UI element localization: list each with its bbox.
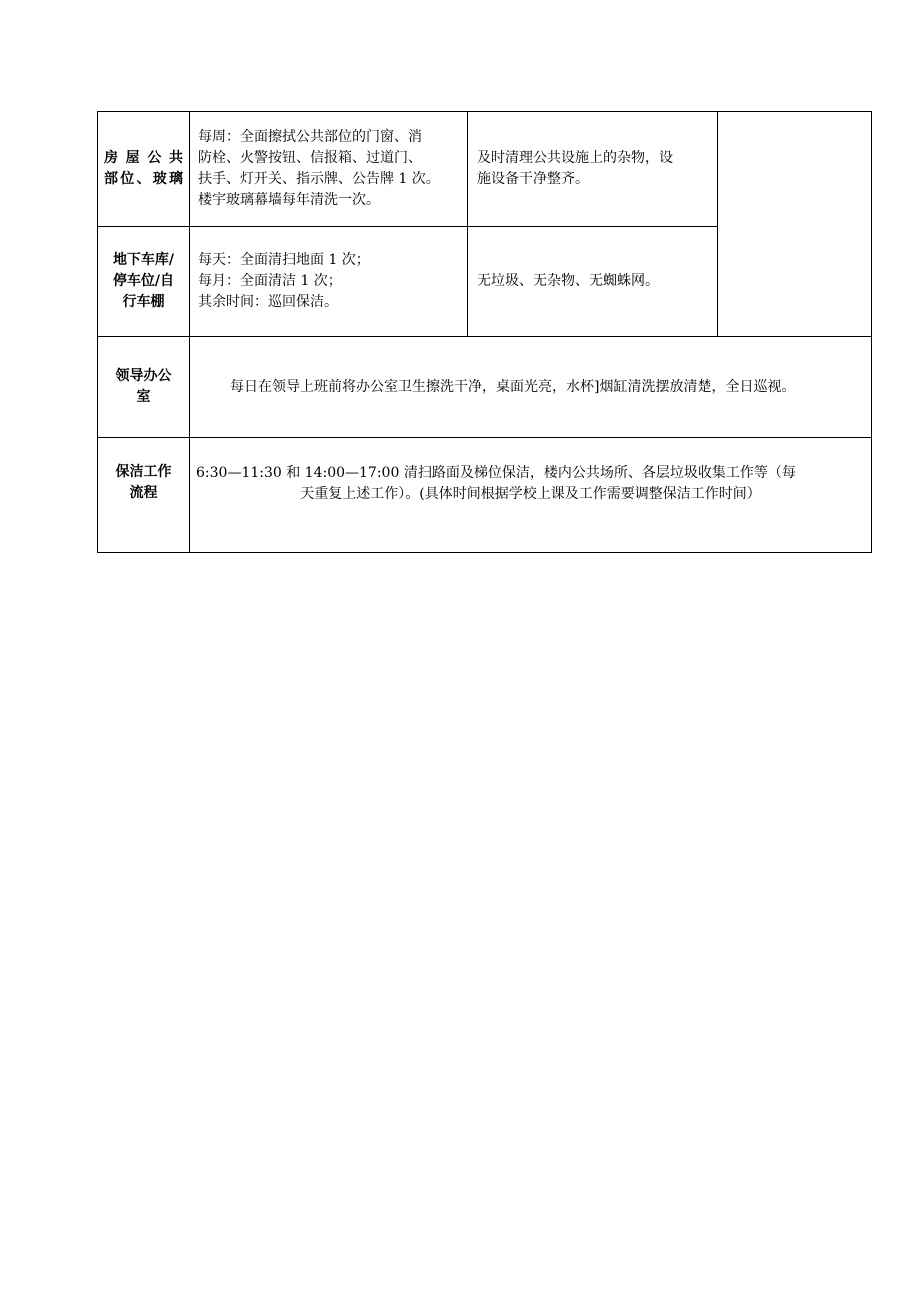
- standard-cell-garage: [468, 227, 718, 337]
- frequency-line: 每周：全面擦拭公共部位的门窗、消: [198, 129, 422, 145]
- frequency-line: 扶手、灯开关、指示牌、公告牌 1 次。: [198, 171, 440, 187]
- area-label-line: 房屋公共: [104, 150, 183, 166]
- table-row-public-areas: [98, 112, 872, 227]
- area-label-line: 停车位/自: [112, 273, 175, 289]
- frequency-line: 防栓、火警按钮、信报箱、过道门、: [198, 150, 422, 166]
- area-label-line: 行车棚: [122, 294, 165, 310]
- workflow-line: 6:30—11:30 和 14:00—17:00 清扫路面及梯位保洁，楼内公共场所、各层垃圾收集工作等（每: [196, 465, 796, 481]
- standard-line: 施设备干净整齐。: [477, 171, 589, 187]
- standard-cell-public-areas: [468, 112, 718, 227]
- workflow-line: 天重复上述工作）。(具体时间根据学校上课及工作需要调整保洁工作时间）: [300, 486, 761, 502]
- area-label-line: 流程: [129, 485, 158, 501]
- area-label-line: 室: [136, 389, 151, 405]
- area-label-line: 部位、玻璃: [104, 171, 183, 187]
- standard-line: 无垃圾、无杂物、无蜘蛛网。: [477, 273, 659, 289]
- area-cell-public-areas: [98, 112, 190, 227]
- frequency-cell-garage: [190, 227, 468, 337]
- frequency-line: 每月：全面清洁 1 次；: [198, 273, 342, 289]
- frequency-line: 楼宇玻璃幕墙每年清洗一次。: [198, 192, 380, 208]
- standard-line: 及时清理公共设施上的杂物，设: [477, 150, 673, 166]
- frequency-line: 其余时间：巡回保洁。: [198, 294, 338, 310]
- content-cell-leader-office: [190, 337, 872, 438]
- area-label-line: 地下车库/: [112, 252, 175, 268]
- frequency-line: 每天：全面清扫地面 1 次；: [198, 252, 370, 268]
- remarks-cell: [718, 112, 872, 337]
- area-label-line: 领导办公: [115, 368, 172, 384]
- leader-office-description: 每日在领导上班前将办公室卫生擦洗干净，桌面光亮，水杯]烟缸清洗摆放清楚，全日巡视。: [230, 378, 796, 395]
- area-cell-workflow: [98, 438, 190, 553]
- frequency-cell-public-areas: [190, 112, 468, 227]
- cleaning-schedule-table: [97, 111, 872, 553]
- area-cell-garage: [98, 227, 190, 337]
- area-cell-leader-office: [98, 337, 190, 438]
- area-label-line: 保洁工作: [115, 464, 172, 480]
- table-row-leader-office: [98, 337, 872, 438]
- content-cell-workflow: [190, 438, 872, 553]
- table-row-workflow: [98, 438, 872, 553]
